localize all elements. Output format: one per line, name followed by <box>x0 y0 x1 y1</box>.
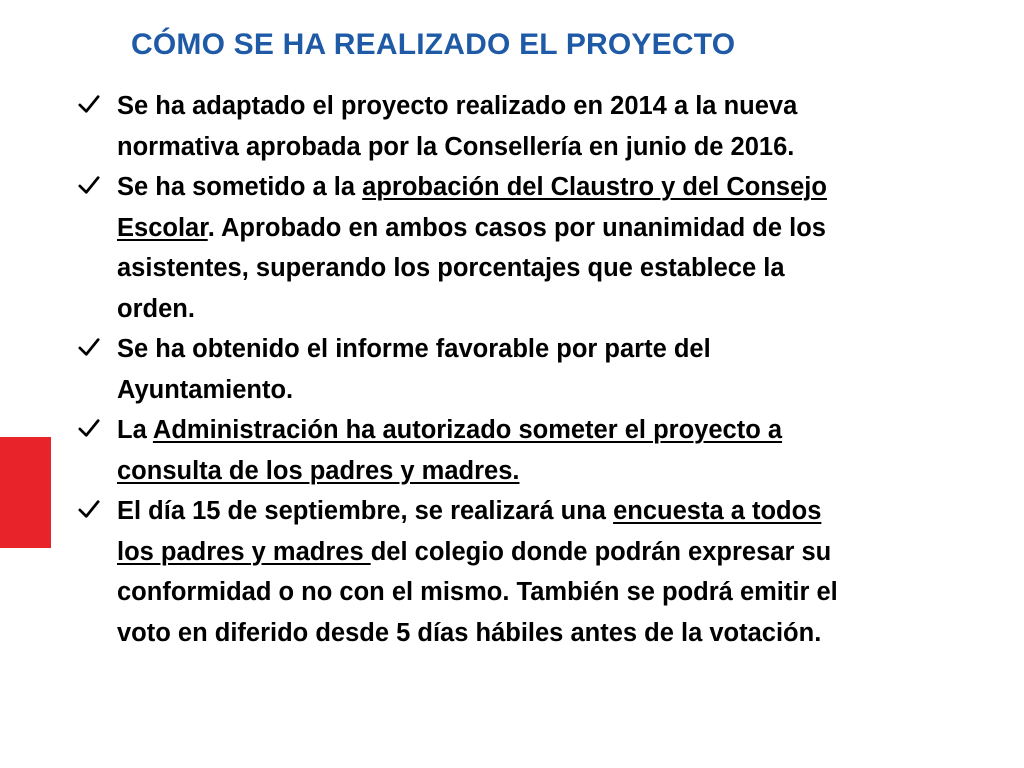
text-run: del colegio donde podrán expresar su <box>370 537 832 566</box>
checkmark-icon <box>78 498 100 520</box>
checkmark-icon <box>78 417 100 439</box>
text-run: conformidad o no con el mismo. También se podrá emitir el <box>117 578 838 606</box>
slide-title: CÓMO SE HA REALIZADO EL PROYECTO <box>131 28 736 61</box>
text-run: Se ha obtenido el informe favorable por parte del <box>117 335 711 363</box>
underlined-text: los padres y madres <box>117 537 371 566</box>
text-run: Ayuntamiento. <box>117 375 294 404</box>
bullet-line <box>117 451 978 492</box>
bullet-list <box>78 86 978 653</box>
bullet-line <box>117 329 978 370</box>
text-run: orden. <box>117 294 195 323</box>
bullet-line <box>117 491 978 532</box>
bullet-line <box>117 572 978 613</box>
bullet-line <box>117 86 978 127</box>
underlined-text: Escolar <box>117 213 208 242</box>
text-run: voto en diferido desde 5 días hábiles antes de la votación. <box>117 618 822 647</box>
text-run: Se ha adaptado el proyecto realizado en 2014 a la nueva <box>117 92 798 120</box>
bullet-line <box>117 127 978 168</box>
checkmark-icon <box>78 336 100 358</box>
bullet-line <box>117 410 978 451</box>
bullet-line <box>117 167 978 208</box>
underlined-text: Administración ha autorizado someter el proyecto a <box>152 416 783 444</box>
text-run: normativa aprobada por la Consellería en junio de 2016. <box>117 132 795 161</box>
bullet-line <box>117 289 978 330</box>
underlined-text: encuesta a todos <box>613 497 822 525</box>
bullet-item <box>78 329 978 410</box>
bullet-line <box>117 532 978 573</box>
underlined-text: aprobación del Claustro y del Consejo <box>362 173 827 201</box>
bullet-line <box>117 248 978 289</box>
checkmark-icon <box>78 174 100 196</box>
checkmark-icon <box>78 93 100 115</box>
bullet-item <box>78 491 978 653</box>
bullet-line <box>117 370 978 411</box>
bullet-item <box>78 410 978 491</box>
red-accent-tab <box>0 437 51 548</box>
bullet-line <box>117 613 978 654</box>
bullet-line <box>117 208 978 249</box>
text-run: La <box>117 416 153 444</box>
text-run: El día 15 de septiembre, se realizará una <box>117 497 614 525</box>
text-run: . Aprobado en ambos casos por unanimidad de los <box>207 213 826 242</box>
bullet-item <box>78 167 978 329</box>
underlined-text: consulta de los padres y madres. <box>117 456 520 485</box>
bullet-item <box>78 86 978 167</box>
text-run: Se ha sometido a la <box>117 173 363 201</box>
text-run: asistentes, superando los porcentajes que establece la <box>117 254 785 282</box>
